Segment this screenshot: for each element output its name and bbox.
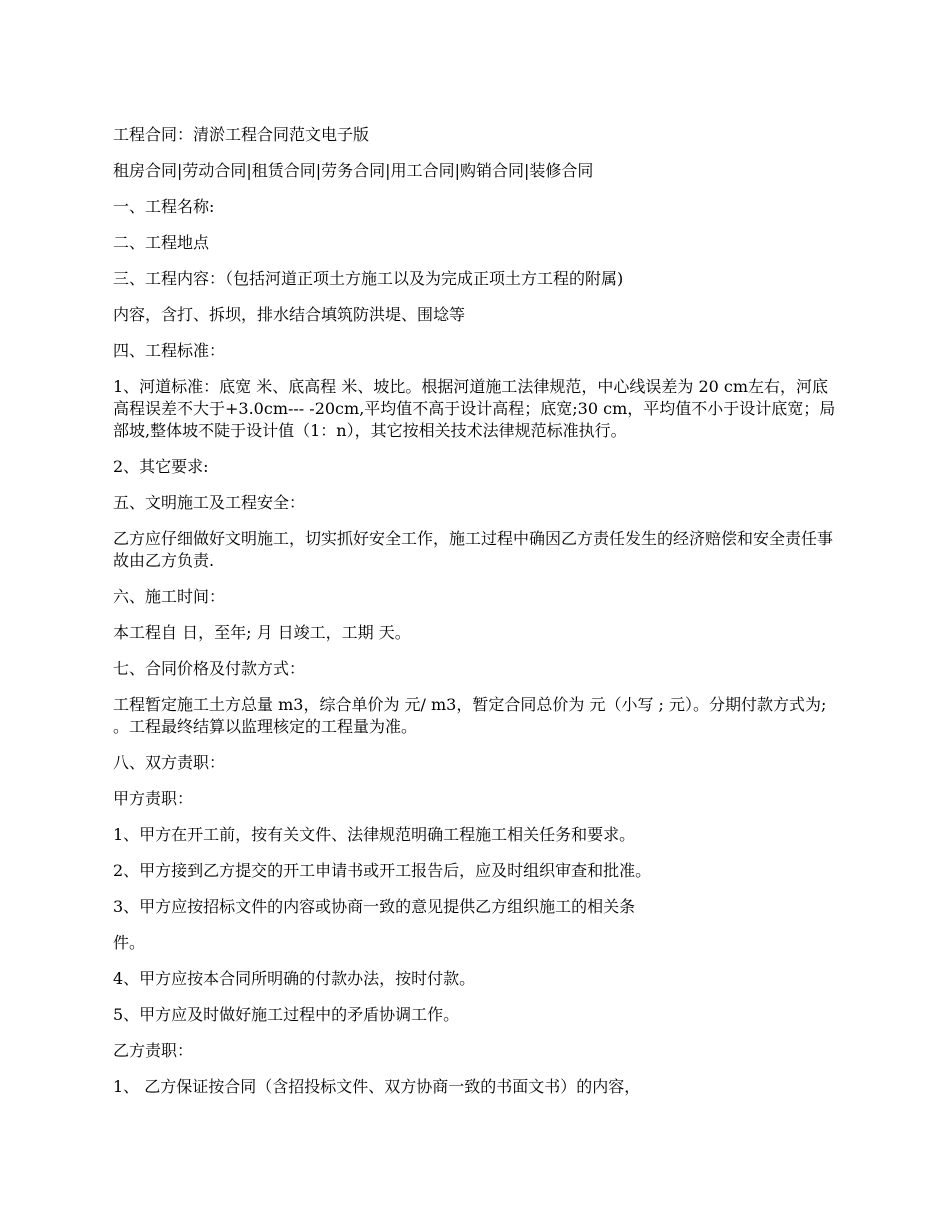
paragraph-party-b-heading: 乙方责职： (113, 1041, 194, 1060)
paragraph-project-name: 一、工程名称: (113, 197, 215, 216)
paragraph-party-a-duty-1: 1、甲方在开工前，按有关文件、法律规范明确工程施工相关任务和要求。 (113, 825, 636, 844)
paragraph-schedule-heading: 六、施工时间： (113, 587, 226, 606)
paragraph-project-location: 二、工程地点 (113, 233, 210, 252)
paragraph-party-a-duty-3-cont: 件。 (113, 933, 146, 952)
paragraph-standard-heading: 四、工程标准： (113, 341, 226, 360)
paragraph-party-a-duty-4: 4、甲方应按本合同所明确的付款办法，按时付款。 (113, 969, 476, 988)
paragraph-price-text: 工程暂定施工土方总量 m3，综合单价为 元/ m3，暂定合同总价为 元（小写 ; 元）。分期付款方式为; 。工程最终结算以监理核定的工程量为准。 (113, 695, 827, 736)
paragraph-safety-text: 乙方应仔细做好文明施工，切实抓好安全工作，施工过程中确因乙方责任发生的经济赔偿和安全责任事故由乙方负责. (113, 529, 834, 570)
paragraph-project-content-heading: 三、工程内容：（包括河道正项土方施工以及为完成正项土方工程的附属) (113, 269, 624, 288)
paragraph-party-a-duty-2: 2、甲方接到乙方提交的开工申请书或开工报告后，应及时组织审查和批准。 (113, 861, 652, 880)
document-body (113, 124, 841, 1112)
paragraph-river-standard: 1、河道标准：底宽 米、底高程 米、坡比。根据河道施工法律规范，中心线误差为 20 cm左右，河底高程误差不大于+3.0cm--- -20cm,平均值不高于设计高程；底宽;30 cm，平均值不小于设计底宽；局部坡,整体坡不陡于设计值（1：n），其它按相关技术法律规范标准执行。 (113, 377, 836, 440)
paragraph-project-content: 内容，含打、拆坝，排水结合填筑防洪堤、围埝等 (113, 305, 466, 324)
paragraph-party-a-duty-5: 5、甲方应及时做好施工过程中的矛盾协调工作。 (113, 1005, 460, 1024)
paragraph-duties-heading: 八、双方责职： (113, 753, 226, 772)
paragraph-party-a-heading: 甲方责职： (113, 789, 194, 808)
paragraph-safety-heading: 五、文明施工及工程安全： (113, 493, 306, 512)
paragraph-party-a-duty-3: 3、甲方应按招标文件的内容或协商一致的意见提供乙方组织施工的相关条 (113, 897, 636, 916)
paragraph-party-b-duty-1: 1、 乙方保证按合同（含招投标文件、双方协商一致的书面文书）的内容， (113, 1077, 641, 1096)
paragraph-schedule-text: 本工程自 日，至年; 月 日竣工，工期 天。 (113, 623, 411, 642)
document-title: 工程合同：清淤工程合同范文电子版 (113, 125, 370, 144)
related-contract-links: 租房合同|劳动合同|租赁合同|劳务合同|用工合同|购销合同|装修合同 (113, 161, 594, 180)
paragraph-price-heading: 七、合同价格及付款方式： (113, 659, 306, 678)
paragraph-other-requirements: 2、其它要求: (113, 457, 209, 476)
